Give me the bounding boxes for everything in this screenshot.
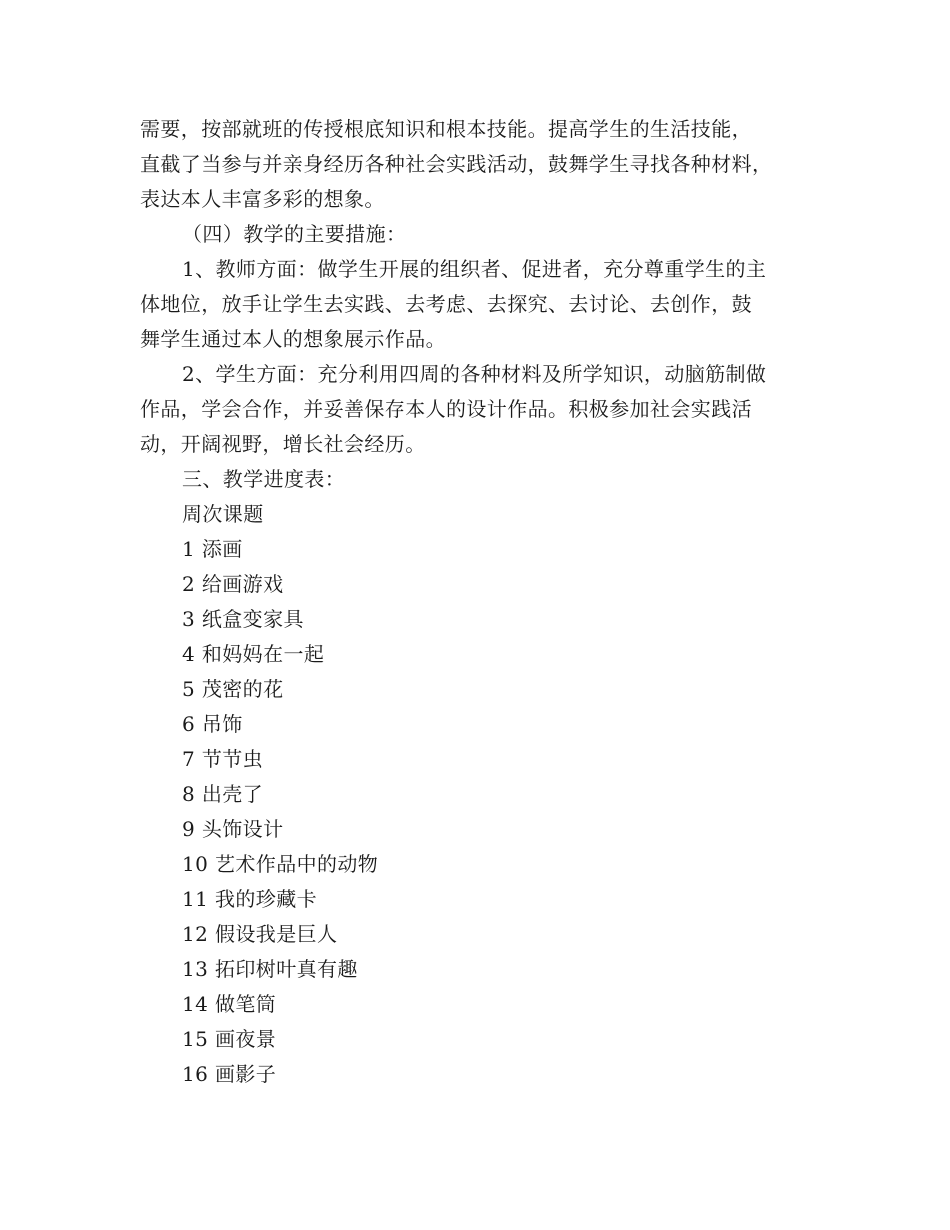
section-heading-measures: （四）教学的主要措施： — [182, 222, 407, 246]
schedule-header: 周次课题 — [182, 502, 264, 526]
paragraph-teacher — [140, 252, 820, 357]
schedule-list — [140, 532, 820, 1092]
list-item: 15 画夜景 — [182, 1027, 277, 1051]
text-line: 动，开阔视野，增长社会经历。 — [140, 432, 426, 456]
text-line: 2、学生方面：充分利用四周的各种材料及所学知识，动脑筋制做 — [182, 362, 767, 386]
text-line: 1、教师方面：做学生开展的组织者、促进者，充分尊重学生的主 — [182, 257, 767, 281]
text-line: 作品，学会合作，并妥善保存本人的设计作品。积极参加社会实践活 — [140, 397, 752, 421]
list-item: 10 艺术作品中的动物 — [182, 852, 379, 876]
section-heading-schedule: 三、教学进度表： — [182, 467, 346, 491]
text-line: 需要，按部就班的传授根底知识和根本技能。提高学生的生活技能， — [140, 117, 752, 141]
list-item: 7 节节虫 — [182, 747, 264, 771]
text-line: 舞学生通过本人的想象展示作品。 — [140, 327, 446, 351]
text-line: 体地位，放手让学生去实践、去考虑、去探究、去讨论、去创作，鼓 — [140, 292, 752, 316]
list-item: 3 纸盒变家具 — [182, 607, 304, 631]
list-item: 13 拓印树叶真有趣 — [182, 957, 358, 981]
list-item: 9 头饰设计 — [182, 817, 284, 841]
paragraph-intro-continuation — [140, 112, 820, 217]
text-line: 表达本人丰富多彩的想象。 — [140, 187, 385, 211]
list-item: 12 假设我是巨人 — [182, 922, 338, 946]
list-item: 2 给画游戏 — [182, 572, 284, 596]
text-line: 直截了当参与并亲身经历各种社会实践活动，鼓舞学生寻找各种材料， — [140, 152, 773, 176]
list-item: 5 茂密的花 — [182, 677, 284, 701]
document-body — [140, 112, 820, 1092]
list-item: 16 画影子 — [182, 1062, 277, 1086]
list-item: 6 吊饰 — [182, 712, 243, 736]
paragraph-student — [140, 357, 820, 462]
list-item: 8 出壳了 — [182, 782, 264, 806]
list-item: 4 和妈妈在一起 — [182, 642, 325, 666]
list-item: 14 做笔筒 — [182, 992, 277, 1016]
list-item: 1 添画 — [182, 537, 243, 561]
list-item: 11 我的珍藏卡 — [182, 887, 318, 911]
